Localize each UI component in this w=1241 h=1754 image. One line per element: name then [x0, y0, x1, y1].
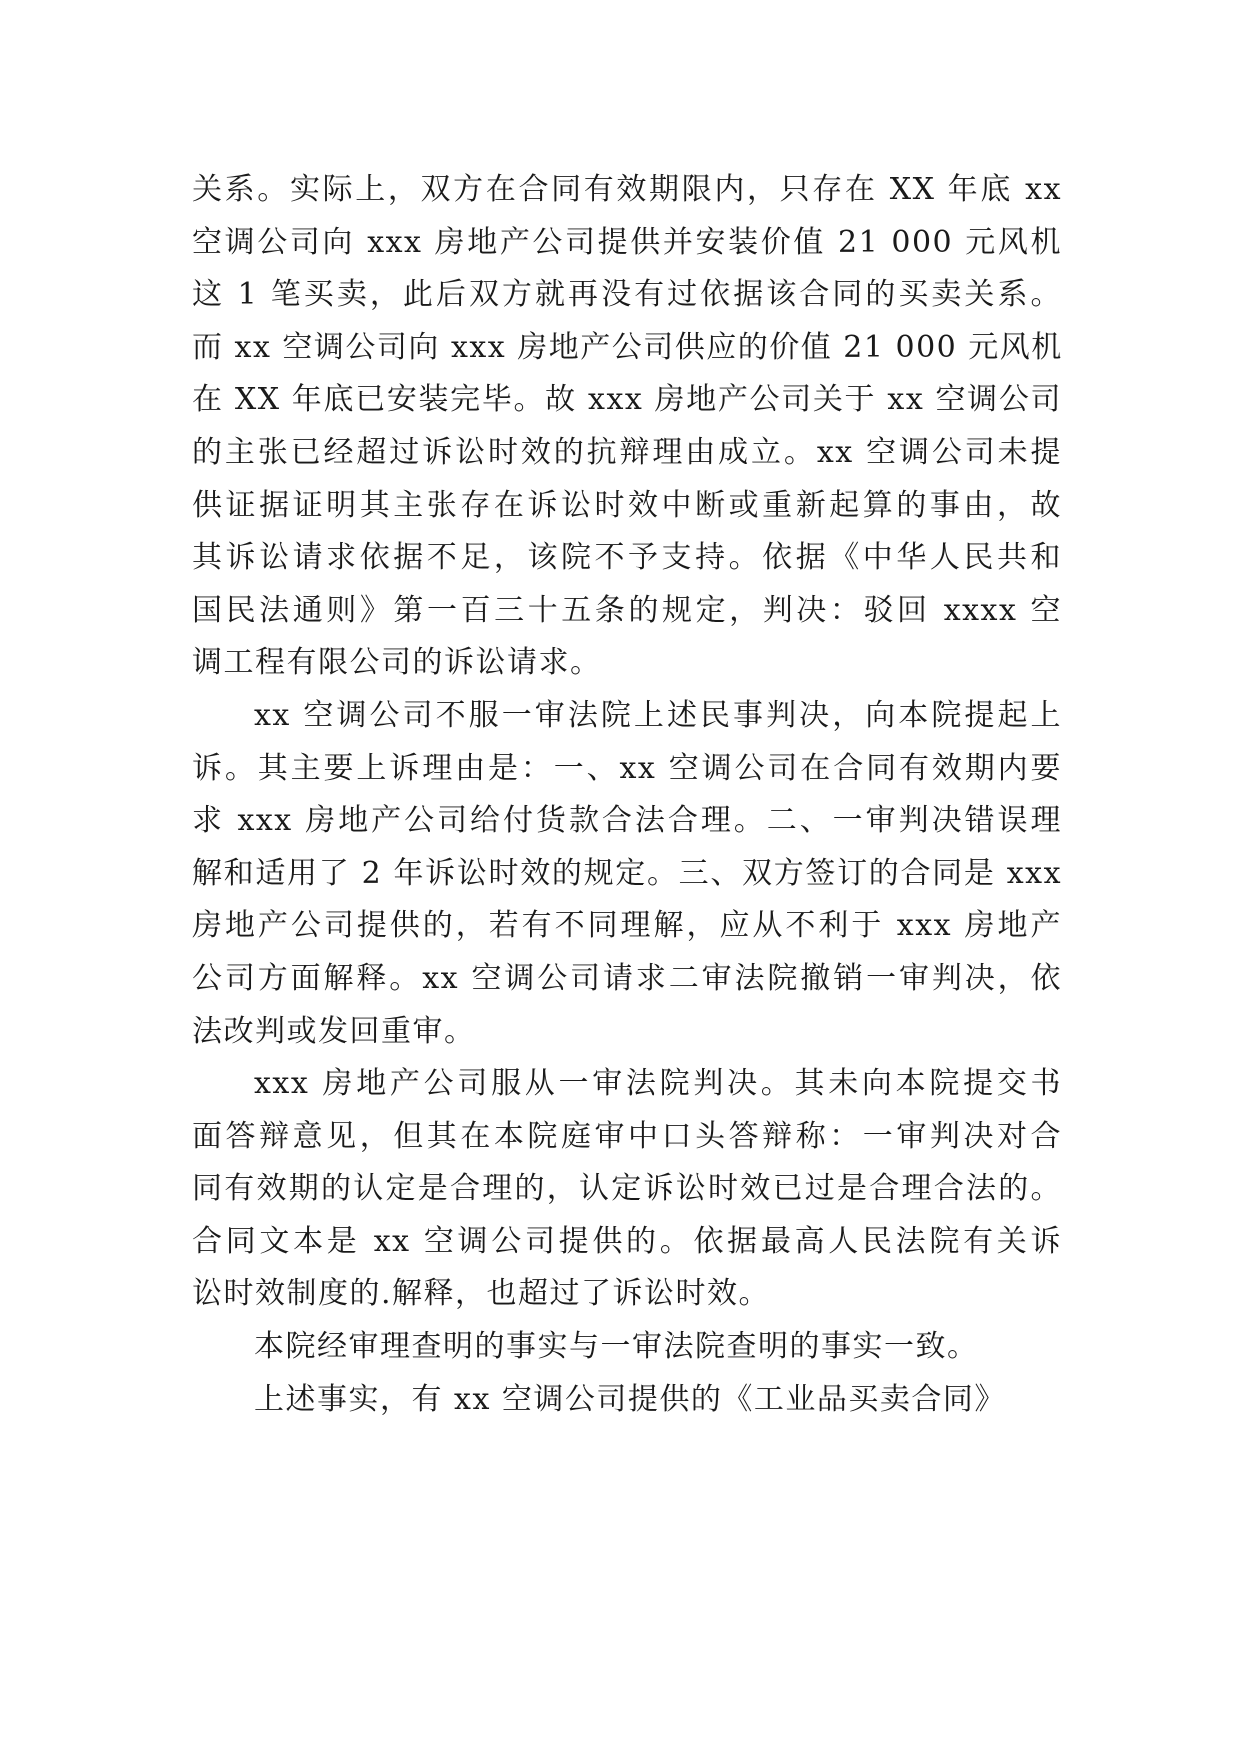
text-line: 公司方面解释。xx 空调公司请求二审法院撤销一审判决，依 [192, 960, 1062, 996]
text-line: xxx 房地产公司服从一审法院判决。其未向本院提交书 [254, 1066, 1062, 1102]
text-line: 而 xx 空调公司向 xxx 房地产公司供应的价值 21 000 元风机 [192, 329, 1063, 365]
text-line: 解和适用了 2 年诉讼时效的规定。三、双方签订的合同是 xxx [192, 855, 1062, 891]
text-line: 房地产公司提供的，若有不同理解，应从不利于 xxx 房地产 [192, 908, 1062, 944]
paragraph [192, 1058, 1062, 1321]
paragraph [192, 690, 1062, 1058]
text-line: 合同文本是 xx 空调公司提供的。依据最高人民法院有关诉 [192, 1223, 1062, 1259]
text-line: 本院经审理查明的事实与一审法院查明的事实一致。 [254, 1329, 979, 1365]
document-body [192, 164, 1062, 1426]
text-line: 讼时效制度的.解释，也超过了诉讼时效。 [192, 1276, 771, 1312]
text-line: 国民法通则》第一百三十五条的规定，判决：驳回 xxxx 空 [192, 592, 1062, 628]
text-line: 法改判或发回重审。 [192, 1013, 476, 1049]
paragraph [192, 1374, 1062, 1427]
text-line: 调工程有限公司的诉讼请求。 [192, 645, 602, 681]
paragraph [192, 164, 1062, 690]
paragraph [192, 1321, 1062, 1374]
text-line: 上述事实，有 xx 空调公司提供的《工业品买卖合同》 [254, 1381, 1006, 1417]
text-line: xx 空调公司不服一审法院上述民事判决，向本院提起上 [254, 697, 1062, 733]
text-line: 同有效期的认定是合理的，认定诉讼时效已过是合理合法的。 [192, 1171, 1062, 1207]
text-line: 供证据证明其主张存在诉讼时效中断或重新起算的事由，故 [192, 487, 1062, 523]
text-line: 关系。实际上，双方在合同有效期限内，只存在 XX 年底 xx [192, 172, 1062, 207]
text-line: 这 1 笔买卖，此后双方就再没有过依据该合同的买卖关系。 [192, 277, 1062, 313]
text-line: 在 XX 年底已安装完毕。故 xxx 房地产公司关于 xx 空调公司 [192, 382, 1062, 418]
text-line: 其诉讼请求依据不足，该院不予支持。依据《中华人民共和 [192, 540, 1062, 576]
text-line: 面答辩意见，但其在本院庭审中口头答辩称：一审判决对合 [192, 1118, 1062, 1154]
text-line: 诉。其主要上诉理由是：一、xx 空调公司在合同有效期内要 [192, 750, 1062, 786]
text-line: 求 xxx 房地产公司给付货款合法合理。二、一审判决错误理 [192, 803, 1062, 839]
text-line: 的主张已经超过诉讼时效的抗辩理由成立。xx 空调公司未提 [192, 434, 1062, 470]
text-line: 空调公司向 xxx 房地产公司提供并安装价值 21 000 元风机 [192, 224, 1062, 260]
